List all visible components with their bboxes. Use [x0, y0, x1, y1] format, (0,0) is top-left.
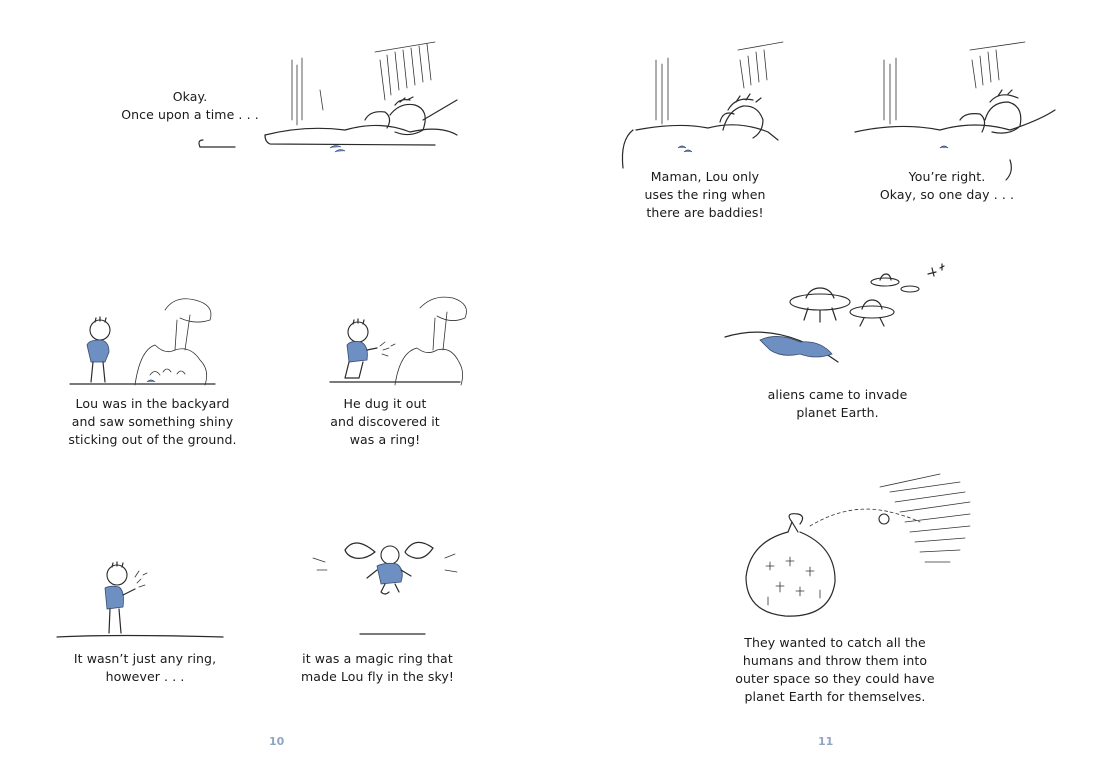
illustration-bedtime-lou	[618, 40, 788, 170]
illustration-lou-flying	[305, 530, 465, 640]
page-number-left: 10	[269, 735, 285, 748]
caption-dug-it-out: He dug it out and discovered it was a ring!	[330, 396, 440, 447]
caption-aliens-invade: aliens came to invade planet Earth.	[767, 387, 908, 420]
illustration-bedtime-left	[195, 40, 465, 170]
page-number-right: 11	[818, 735, 834, 748]
illustration-lou-backyard	[65, 290, 225, 390]
caption-magic-ring: it was a magic ring that made Lou fly in the sky!	[301, 651, 454, 684]
right-page	[550, 0, 1100, 779]
illustration-lou-ring	[55, 555, 225, 645]
caption-not-just-any-ring: It wasn’t just any ring, however . . .	[73, 651, 217, 684]
illustration-bag-of-humans	[740, 472, 970, 632]
caption-catch-humans: They wanted to catch all the humans and throw them into outer space so they could have planet Earth for themselves.	[735, 635, 935, 704]
illustration-lou-digging	[325, 290, 475, 390]
caption-backyard: Lou was in the backyard and saw something shiny sticking out of the ground.	[68, 396, 237, 447]
illustration-aliens-earth	[720, 262, 960, 372]
caption-youre-right: You’re right. Okay, so one day . . .	[879, 169, 1015, 202]
illustration-bedtime-maman	[850, 40, 1070, 180]
caption-once-upon-a-time: Okay. Once upon a time . . .	[121, 89, 259, 122]
caption-maman-baddies: Maman, Lou only uses the ring when there are baddies!	[644, 169, 766, 220]
